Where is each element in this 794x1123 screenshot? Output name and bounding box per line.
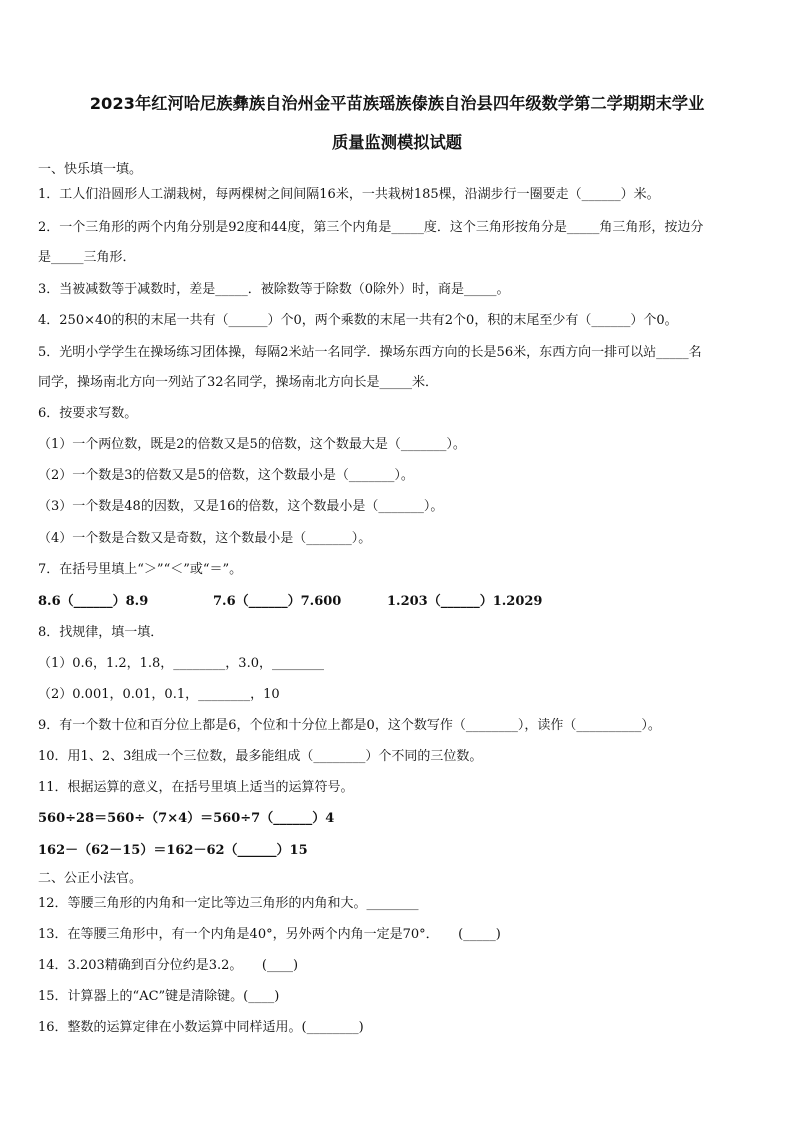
question-15: 15．计算器上的“AC”键是清除键。(____): [38, 989, 280, 1004]
question-13: 13．在等腰三角形中，有一个内角是40°，另外两个内角一定是70°． (_____): [38, 927, 501, 942]
question-7: 7．在括号里填上“＞”“＜”或“＝”。: [38, 562, 243, 577]
question-8-part-2: （2）0.001，0.01，0.1，________，10: [38, 687, 280, 702]
question-4: 4．250×40的积的末尾一共有（______）个0，两个乘数的末尾一共有2个0，积的末尾至少有（______）个0。: [38, 313, 678, 328]
question-10: 10．用1、2、3组成一个三位数，最多能组成（________）个不同的三位数。: [38, 749, 483, 764]
question-3: 3．当被减数等于减数时，差是_____．被除数等于除数（0除外）时，商是_____。: [38, 282, 510, 297]
question-8: 8．找规律，填一填．: [38, 625, 164, 640]
question-11-equation-1: 560÷28＝560÷（7×4）＝560÷7（______）4: [38, 811, 335, 826]
question-5-line-2: 同学，操场南北方向一列站了32名同学，操场南北方向长是_____米．: [38, 375, 439, 390]
question-7-item-1: 8.6（______）8.9: [38, 594, 149, 609]
question-6-part-4: （4）一个数是合数又是奇数，这个数最小是（_______）。: [38, 531, 372, 546]
question-7-item-2: 7.6（______）7.600: [213, 594, 342, 609]
question-1: 1．工人们沿圆形人工湖栽树，每两棵树之间间隔16米，一共栽树185棵，沿湖步行一圈要走（______）米。: [38, 187, 660, 202]
section-heading-fill-in: 一、快乐填一填。: [38, 162, 143, 177]
question-6-part-2: （2）一个数是3的倍数又是5的倍数，这个数最小是（_______）。: [38, 468, 414, 483]
question-7-item-3: 1.203（______）1.2029: [387, 594, 543, 609]
question-11: 11．根据运算的意义，在括号里填上适当的运算符号。: [38, 780, 354, 795]
question-11-equation-2: 162－（62－15）＝162－62（______）15: [38, 843, 308, 858]
question-8-part-1: （1）0.6，1.2，1.8，________，3.0，________: [38, 656, 324, 671]
question-6-part-3: （3）一个数是48的因数，又是16的倍数，这个数最小是（_______）。: [38, 499, 444, 514]
question-6: 6．按要求写数。: [38, 406, 138, 421]
question-2-line-1: 2．一个三角形的两个内角分别是92度和44度，第三个内角是_____度．这个三角形按角分是_____角三角形，按边分: [38, 220, 704, 235]
question-2-line-2: 是_____三角形．: [38, 250, 136, 265]
section-heading-true-false: 二、公正小法官。: [38, 871, 143, 886]
exam-title-line-2: 质量监测模拟试题: [331, 133, 463, 152]
question-12: 12．等腰三角形的内角和一定比等边三角形的内角和大。________: [38, 896, 419, 911]
question-14: 14．3.203精确到百分位约是3.2。 (____): [38, 958, 299, 973]
question-9: 9．有一个数十位和百分位上都是6，个位和十分位上都是0，这个数写作（________），读作（__________）。: [38, 718, 661, 733]
question-5-line-1: 5．光明小学学生在操场练习团体操，每隔2米站一名同学．操场东西方向的长是56米，东西方向一排可以站_____名: [38, 345, 702, 360]
question-6-part-1: （1）一个两位数，既是2的倍数又是5的倍数，这个数最大是（_______）。: [38, 437, 466, 452]
question-16: 16．整数的运算定律在小数运算中同样适用。(________): [38, 1020, 364, 1035]
exam-title-line-1: 2023年红河哈尼族彝族自治州金平苗族瑶族傣族自治县四年级数学第二学期期末学业: [89, 94, 705, 113]
